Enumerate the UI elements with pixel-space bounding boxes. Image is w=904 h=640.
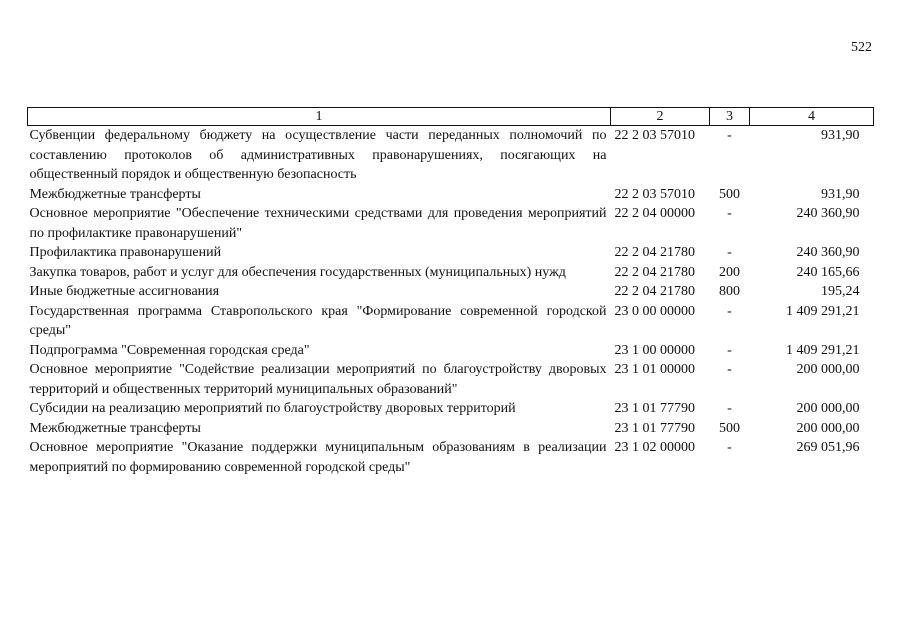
row-code: 22 2 04 21780 xyxy=(614,264,695,280)
header-col-type: 3 xyxy=(710,108,750,126)
row-code: 22 2 03 57010 xyxy=(614,186,695,202)
row-code: 22 2 04 21780 xyxy=(614,245,695,260)
table-row xyxy=(28,204,874,243)
row-name: Основное мероприятие "Оказание поддержки муниципальным образованиям в реализации мероприятий по формированию современной городской среды" xyxy=(29,440,607,475)
row-code: 22 2 03 57010 xyxy=(614,128,695,143)
header-col-amount: 4 xyxy=(750,108,874,126)
row-amount: 931,90 xyxy=(821,128,860,143)
row-code: 22 2 04 00000 xyxy=(614,206,695,221)
row-amount: 200 000,00 xyxy=(796,362,860,377)
row-amount: 931,90 xyxy=(821,186,860,202)
row-type: - xyxy=(727,342,732,358)
row-name: Основное мероприятие "Обеспечение техническими средствами для проведения мероприятий по профилактике правонарушений" xyxy=(29,206,607,241)
table-row xyxy=(28,185,874,205)
row-type: - xyxy=(727,128,732,143)
row-code: 23 1 01 00000 xyxy=(614,362,695,377)
page-number: 522 xyxy=(851,40,872,55)
row-type: - xyxy=(727,303,732,319)
row-code: 23 1 01 77790 xyxy=(614,420,695,436)
row-name: Межбюджетные трансферты xyxy=(29,420,201,436)
row-code: 23 1 00 00000 xyxy=(614,342,695,358)
row-amount: 200 000,00 xyxy=(796,401,860,416)
row-amount: 240 360,90 xyxy=(796,206,860,221)
row-code: 23 1 02 00000 xyxy=(614,440,695,455)
row-name: Субсидии на реализацию мероприятий по благоустройству дворовых территорий xyxy=(29,401,516,416)
row-name: Закупка товаров, работ и услуг для обеспечения государственных (муниципальных) нужд xyxy=(29,264,566,280)
row-name: Государственная программа Ставропольского края "Формирование современной городской среды" xyxy=(29,303,607,338)
header-col-name: 1 xyxy=(28,108,611,126)
row-name: Профилактика правонарушений xyxy=(29,245,222,260)
row-type: - xyxy=(727,401,732,416)
row-code: 23 1 01 77790 xyxy=(614,401,695,416)
header-row xyxy=(28,108,874,126)
table-row xyxy=(28,126,874,185)
row-name: Субвенции федеральному бюджету на осуществление части переданных полномочий по составлению протоколов об административных правонарушениях, посягающих на общественный порядок и общественную безопасность xyxy=(29,128,607,182)
row-name: Подпрограмма "Современная городская среда" xyxy=(29,342,310,358)
row-name: Основное мероприятие "Содействие реализации мероприятий по благоустройству дворовых территорий и общественных территорий муниципальных образований" xyxy=(29,362,607,397)
row-type: 500 xyxy=(719,420,740,436)
header-col-code: 2 xyxy=(611,108,710,126)
row-type: - xyxy=(727,362,732,377)
row-type: - xyxy=(727,440,732,455)
row-amount: 240 360,90 xyxy=(796,245,860,260)
budget-table xyxy=(27,107,874,477)
row-type: 200 xyxy=(719,264,740,280)
table-row xyxy=(28,360,874,399)
row-type: - xyxy=(727,206,732,221)
row-type: 800 xyxy=(719,284,740,299)
table-header xyxy=(28,108,874,126)
row-type: 500 xyxy=(719,186,740,202)
row-type: - xyxy=(727,245,732,260)
table-row xyxy=(28,263,874,283)
row-code: 22 2 04 21780 xyxy=(614,284,695,299)
table-body xyxy=(28,126,874,478)
table-row xyxy=(28,302,874,341)
row-amount: 195,24 xyxy=(821,284,860,299)
table-row xyxy=(28,419,874,439)
table-row xyxy=(28,341,874,361)
table-row xyxy=(28,282,874,302)
row-name: Межбюджетные трансферты xyxy=(29,186,201,202)
table-row xyxy=(28,438,874,477)
table-row xyxy=(28,243,874,263)
row-name: Иные бюджетные ассигнования xyxy=(29,284,220,299)
row-code: 23 0 00 00000 xyxy=(614,303,695,319)
row-amount: 1 409 291,21 xyxy=(786,342,860,358)
row-amount: 1 409 291,21 xyxy=(786,303,860,319)
row-amount: 240 165,66 xyxy=(796,264,860,280)
table-row xyxy=(28,399,874,419)
row-amount: 200 000,00 xyxy=(796,420,860,436)
row-amount: 269 051,96 xyxy=(796,440,860,455)
